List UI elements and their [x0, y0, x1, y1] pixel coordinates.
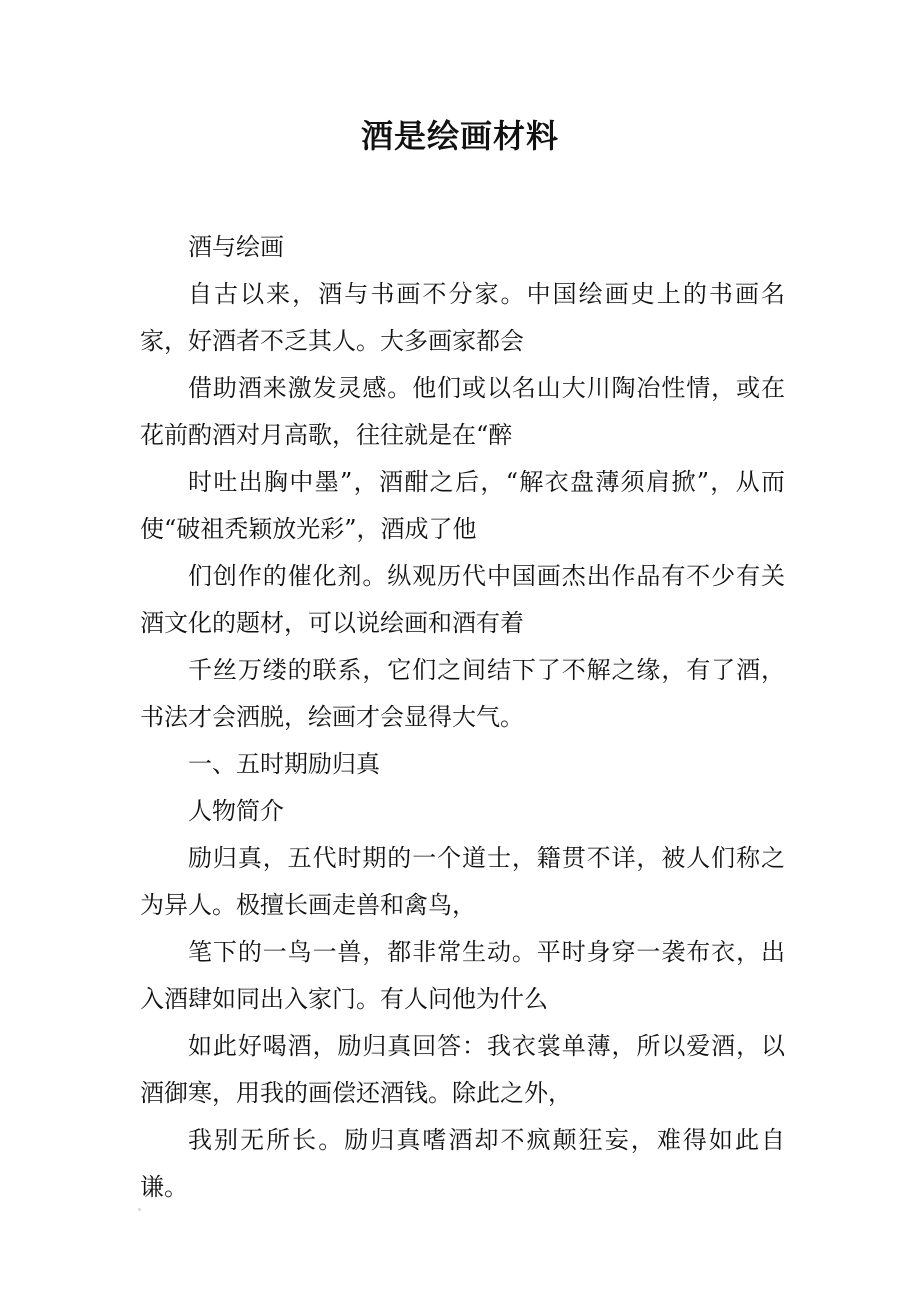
paragraph-section-heading: 一、五时期励归真: [188, 750, 380, 778]
document-title: 酒是绘画材料: [360, 117, 559, 155]
scan-mark: [138, 1208, 141, 1211]
paragraph: 笔下的一鸟一兽，都非常生动。平时身穿一袭布衣，出入酒肆如同出入家门。有人问他为什么: [140, 938, 785, 1013]
paragraph: 千丝万缕的联系，它们之间结下了不解之缘，有了酒，书法才会洒脱，绘画才会显得大气。: [140, 656, 785, 731]
paragraph: 们创作的催化剂。纵观历代中国画杰出作品有不少有关酒文化的题材，可以说绘画和酒有着: [140, 562, 785, 637]
paragraph: 如此好喝酒，励归真回答：我衣裳单薄，所以爱酒，以酒御寒，用我的画偿还酒钱。除此之外，: [140, 1032, 785, 1107]
document-body: [140, 224, 785, 1211]
paragraph: 时吐出胸中墨”，酒酣之后，“解衣盘薄须肩掀”，从而使“破祖秃颖放光彩”，酒成了他: [140, 468, 785, 543]
paragraph-subheading: 人物简介: [188, 797, 284, 825]
paragraph: 励归真，五代时期的一个道士，籍贯不详，被人们称之为异人。极擅长画走兽和禽鸟，: [140, 844, 785, 919]
paragraph: 我别无所长。励归真嗜酒却不疯颠狂妄，难得如此自谦。: [140, 1126, 785, 1201]
paragraph: 自古以来，酒与书画不分家。中国绘画史上的书画名家，好酒者不乏其人。大多画家都会: [140, 280, 785, 355]
paragraph-section-heading: 酒与绘画: [188, 233, 284, 261]
paragraph: 借助酒来激发灵感。他们或以名山大川陶冶性情，或在花前酌酒对月高歌，往往就是在“醉: [140, 374, 785, 449]
